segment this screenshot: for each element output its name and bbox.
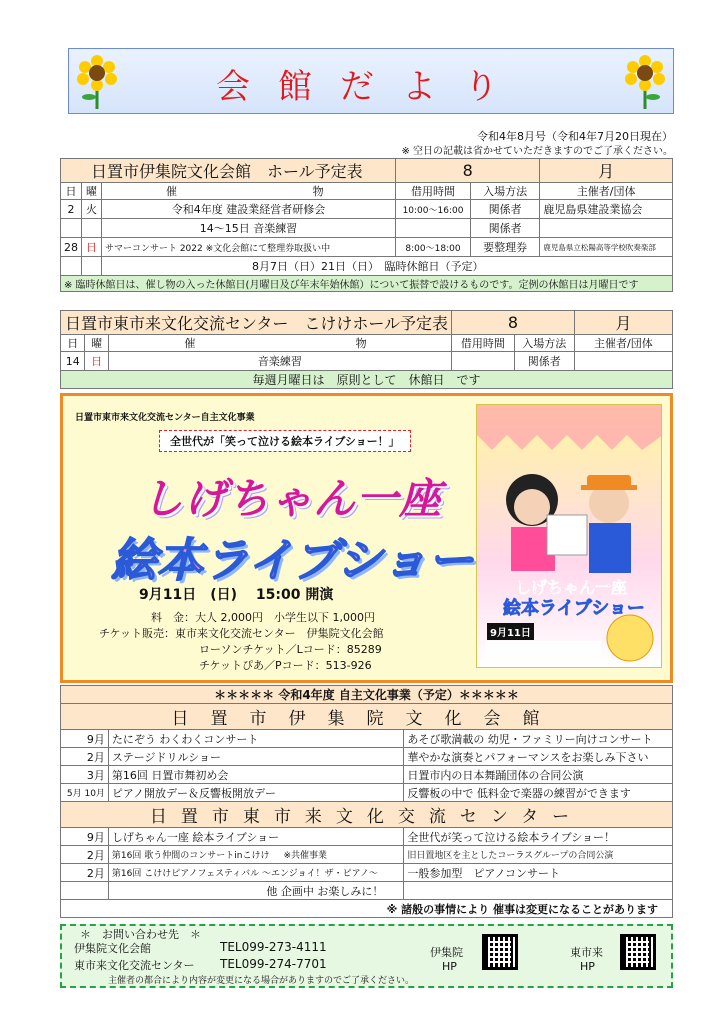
row-name <box>108 864 403 882</box>
row-month: 3月 <box>61 766 109 784</box>
contact-ijuin-name: 伊集院文化会館 <box>74 942 151 955</box>
annual-plan-table <box>60 685 673 918</box>
table-title: 日置市伊集院文化会館 ホール予定表 <box>61 159 396 183</box>
row-desc: 旧日置地区を主としたコーラスグループの合同公演 <box>404 846 673 864</box>
contact-footer: 主催者の都合により内容が変更になる場合がありますのでご了承ください。 <box>108 976 415 986</box>
row-day: 28 <box>61 238 82 257</box>
col-event-b: 物 <box>241 183 396 200</box>
contact-box <box>60 924 673 988</box>
row-name-text: 第16回 こけけピアノフェスティバル ～エンジョイ！ザ・ピアノ～ <box>111 869 378 879</box>
issue-date: 令和4年8月号（令和4年7月20日現在） <box>477 130 673 143</box>
col-day: 日 <box>61 183 82 200</box>
table-row <box>61 846 673 864</box>
col-org: 主催者/団体 <box>574 335 672 352</box>
row-dow: 日 <box>85 352 108 371</box>
col-time: 借用時間 <box>452 335 515 352</box>
row-dow: 日 <box>82 238 102 257</box>
row-desc: あそび歌満載の 幼児・ファミリー向けコンサート <box>404 730 673 748</box>
month-unit: 月 <box>574 311 672 335</box>
row-entry: 関係者 <box>470 219 539 238</box>
footnote-text: ※ 臨時休館日は、催し物の入った休館日(月曜日及び年末年始休館）について振替で設けるものです。定例の休館日は月曜日です <box>61 276 673 292</box>
qr-code-icon[interactable] <box>482 934 518 970</box>
col-entry: 入場方法 <box>470 183 539 200</box>
page-title: 会館だより <box>216 67 526 107</box>
table-header <box>61 159 673 183</box>
event-promo <box>60 393 673 683</box>
row-event: サマーコンサート 2022 ※文化会館にて整理券取扱い中 <box>101 238 395 257</box>
header-banner <box>68 48 674 114</box>
col-event-a: 催 <box>101 183 241 200</box>
row-day <box>61 219 82 238</box>
row-org: 鹿児島県立松陽高等学校吹奏楽部 <box>540 238 673 257</box>
poster-title-main: しげちゃん一座 <box>515 578 628 597</box>
row-org <box>574 352 672 371</box>
col-dow: 曜 <box>85 335 108 352</box>
row-name: たにぞう わくわくコンサート <box>108 730 403 748</box>
row-name <box>108 828 403 846</box>
col-dow: 曜 <box>82 183 102 200</box>
row-month: 2月 <box>61 846 109 864</box>
footnote-row <box>61 276 673 292</box>
row-month: 2月 <box>61 864 109 882</box>
row-org <box>540 219 673 238</box>
other-plans: 他 企画中 お楽しみに！ <box>108 882 403 900</box>
row-month: 9月 <box>61 828 109 846</box>
month-unit: 月 <box>540 159 673 183</box>
row-entry: 関係者 <box>470 200 539 219</box>
col-time: 借用時間 <box>396 183 471 200</box>
venue-row <box>61 704 673 730</box>
row-event: 音楽練習 <box>108 352 451 371</box>
change-notice: ※ 諸般の事情により 催事は変更になることがあります <box>61 900 673 918</box>
venue-higashi: 日置市東市来文化交流センター <box>61 802 673 828</box>
row-event: 令和4年度 建設業経営者研修会 <box>101 200 395 219</box>
col-event-b: 物 <box>271 335 451 352</box>
event-lawson: ローソンチケット／Lコード：85289 <box>199 643 382 656</box>
poster-title-sub: 絵本ライブショー <box>503 598 645 619</box>
event-title-sub: 絵本ライブショー <box>111 533 474 587</box>
contact-ijuin-tel: TEL099-273-4111 <box>220 940 327 954</box>
table-header <box>61 311 673 335</box>
row-desc: 一般参加型 ピアノコンサート <box>404 864 673 882</box>
closed-days-row <box>61 257 673 276</box>
event-price: 料 金：大人 2,000円 小学生以下 1,000円 <box>151 611 375 624</box>
row-time: 10:00～16:00 <box>396 200 471 219</box>
row-name: ピアノ開放デー＆反響板開放デー <box>108 784 403 802</box>
table-row <box>61 352 673 371</box>
row-name: 第16回 日置市舞初め会 <box>108 766 403 784</box>
venue-row <box>61 802 673 828</box>
notice-text: ※ 空日の記載は省かせていただきますのでご了承ください。 <box>401 146 673 157</box>
table-row <box>61 219 673 238</box>
row-desc: 日置市内の日本舞踊団体の合同公演 <box>404 766 673 784</box>
column-headers <box>61 183 673 200</box>
table-row <box>61 238 673 257</box>
contact-higashi-name: 東市来文化交流センター <box>74 959 195 972</box>
row-desc: 華やかな演奏とパフォーマンスをお楽しみ下さい <box>404 748 673 766</box>
row-org: 鹿児島県建設業協会 <box>540 200 673 219</box>
event-ticket-sales: チケット販売：東市来文化交流センター 伊集院文化会館 <box>99 627 384 640</box>
row-day: 2 <box>61 200 82 219</box>
higashi-schedule-table <box>60 310 673 389</box>
row-dow <box>82 219 102 238</box>
event-info <box>99 610 384 674</box>
contact-heading: ＊ お問い合わせ先 ＊ <box>80 928 201 941</box>
row-time <box>396 219 471 238</box>
table-row <box>61 784 673 802</box>
annual-heading-row <box>61 686 673 704</box>
column-headers <box>61 335 673 352</box>
footnote-text: 毎週月曜日は 原則として 休館日 です <box>61 371 673 389</box>
row-month: 5月 10月 <box>61 784 109 802</box>
poster-date: 9月11日 <box>487 623 534 640</box>
venue-ijuin: 日置市伊集院文化会館 <box>61 704 673 730</box>
table-row <box>61 200 673 219</box>
row-month: 9月 <box>61 730 109 748</box>
annual-heading: ＊＊＊＊＊ 令和4年度 自主文化事業（予定）＊＊＊＊＊ <box>61 686 673 704</box>
row-name-text: 第16回 歌う仲間のコンサートinこけけ <box>111 851 270 861</box>
row-desc: 全世代が笑って泣ける絵本ライブショー！ <box>404 828 673 846</box>
qr-higashi-hp: HP <box>580 960 595 973</box>
event-sponsor: 日置市東市来文化交流センター自主文化事業 <box>75 413 255 423</box>
table-row <box>61 748 673 766</box>
event-title-main: しげちゃん一座 <box>141 474 443 523</box>
table-row <box>61 864 673 882</box>
col-org: 主催者/団体 <box>540 183 673 200</box>
row-entry: 関係者 <box>514 352 574 371</box>
sunflower-icon <box>623 53 667 109</box>
table-row <box>61 766 673 784</box>
ijuin-schedule-table <box>60 158 673 292</box>
row-month: 2月 <box>61 748 109 766</box>
row-time: 8:00～18:00 <box>396 238 471 257</box>
row-name: ステージドリルショー <box>108 748 403 766</box>
table-row <box>61 828 673 846</box>
month-number: 8 <box>396 159 540 183</box>
row-time <box>452 352 515 371</box>
contact-higashi-tel: TEL099-274-7701 <box>220 957 327 971</box>
col-day: 日 <box>61 335 85 352</box>
co-host-tag: ※共催事業 <box>283 851 327 861</box>
event-datetime: 9月11日 (日) 15:00 開演 <box>139 587 334 603</box>
row-name-text: しげちゃん一座 絵本ライブショー <box>111 830 280 844</box>
qr-ijuin-label: 伊集院 <box>430 946 463 959</box>
row-event: 14～15日 音楽練習 <box>101 219 395 238</box>
row-day: 14 <box>61 352 85 371</box>
row-entry: 要整理券 <box>470 238 539 257</box>
col-entry: 入場方法 <box>514 335 574 352</box>
qr-higashi-label: 東市来 <box>570 946 603 959</box>
event-pia: チケットぴあ／Pコード：513-926 <box>199 659 372 672</box>
row-name <box>108 846 403 864</box>
table-row <box>61 730 673 748</box>
closed-days-text: 8月7日（日）21日（日） 臨時休館日（予定） <box>101 257 672 276</box>
qr-ijuin-hp: HP <box>442 960 457 973</box>
row-dow: 火 <box>82 200 102 219</box>
event-poster <box>476 404 662 668</box>
other-row <box>61 882 673 900</box>
event-catchphrase: 全世代が「笑って泣ける絵本ライブショー！」 <box>159 430 411 452</box>
notice-row <box>61 900 673 918</box>
qr-code-icon[interactable] <box>620 934 656 970</box>
footnote-row <box>61 371 673 389</box>
table-title: 日置市東市来文化交流センター こけけホール予定表 <box>61 311 452 335</box>
month-number: 8 <box>452 311 575 335</box>
col-event-a: 催 <box>108 335 271 352</box>
row-desc: 反響板の中で 低料金で楽器の練習ができます <box>404 784 673 802</box>
